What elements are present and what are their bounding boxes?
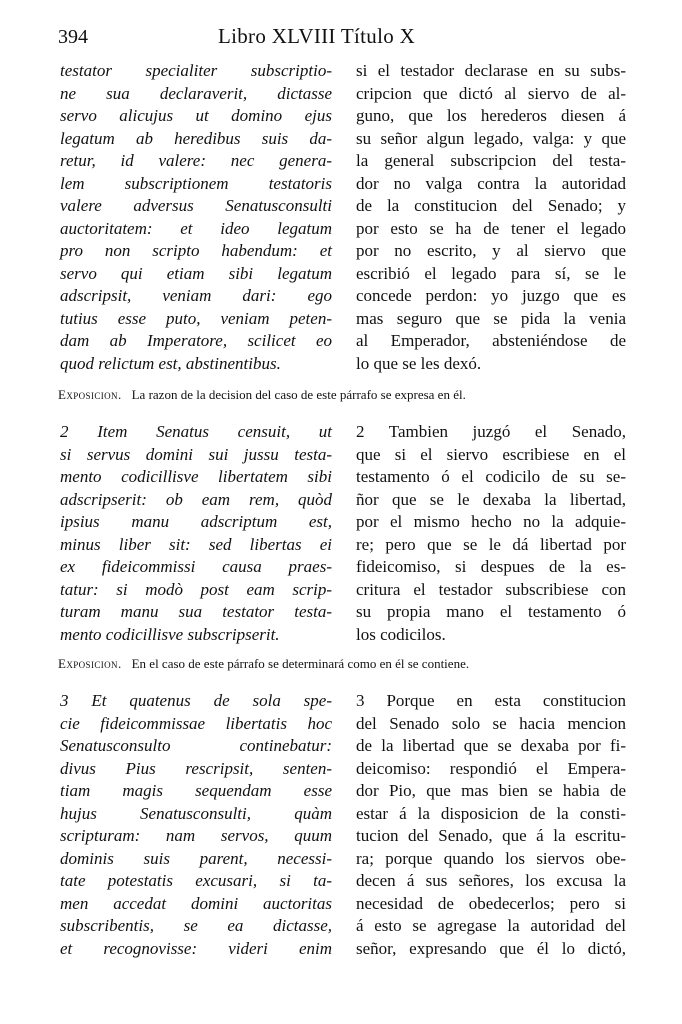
spanish-line: dor no valga contra la autoridad	[356, 173, 626, 193]
latin-line: tate potestatis excusari, si ta-	[60, 871, 332, 890]
spanish-line: de la libertad que se dexaba por fi-	[356, 736, 626, 755]
spanish-line: 2 Tambien juzgó el Senado,	[356, 422, 626, 441]
exposicion-text: La razon de la decision del caso de este párrafo se expresa en él.	[131, 387, 466, 402]
latin-line: dominis suis parent, necessi-	[60, 848, 332, 868]
spanish-line: si el testador declarase en su subs-	[356, 61, 626, 80]
spanish-line: escribió el legado para sí, se le	[356, 263, 626, 283]
spanish-line: los codicilos.	[356, 624, 446, 644]
spanish-line: á esto se agregase la autoridad del	[356, 916, 626, 935]
latin-line: men accedat domini auctoritas	[60, 893, 332, 913]
exposicion-note-2	[58, 656, 624, 672]
latin-line: 2 Item Senatus censuit, ut	[60, 422, 332, 441]
latin-line: auctoritatem: et ideo legatum	[60, 218, 332, 238]
exposicion-note-1	[58, 387, 624, 403]
spanish-line: fideicomiso, si despues de la es-	[356, 557, 626, 576]
spanish-line: ñor que se le dexaba la libertad,	[356, 489, 626, 509]
latin-line: testator specialiter subscriptio-	[60, 61, 332, 80]
latin-line: mento codicillisve subscripserit.	[60, 624, 280, 644]
latin-line: tiam magis sequendam esse	[60, 781, 332, 800]
latin-line: 3 Et quatenus de sola spe-	[60, 691, 332, 710]
spanish-line: critura el testador subscribiese con	[356, 579, 626, 599]
spanish-line: re; pero que se le dá libertad por	[356, 534, 626, 554]
latin-line: quod relictum est, abstinentibus.	[60, 353, 281, 373]
latin-line: ex fideicommissi causa praes-	[60, 557, 332, 576]
latin-line: turam manu sua testator testa-	[60, 602, 332, 621]
spanish-line: mas seguro que se pida la venia	[356, 308, 626, 328]
latin-line: adscripserit: ob eam rem, quòd	[60, 489, 332, 509]
spanish-line: lo que se les dexó.	[356, 353, 482, 373]
latin-column	[60, 60, 332, 375]
latin-line: mento codicillisve libertatem sibi	[60, 467, 332, 486]
exposicion-text: En el caso de este párrafo se determinará como en él se contiene.	[131, 656, 470, 671]
latin-line: legatum ab heredibus suis da-	[60, 128, 332, 148]
spanish-line: su propia mano el testamento ó	[356, 602, 626, 621]
spanish-line: su señor algun legado, valga: y que	[356, 128, 626, 148]
spanish-line: tucion del Senado, que á la escritu-	[356, 826, 626, 845]
spanish-line: dor Pio, que mas bien se habia de	[356, 781, 626, 800]
spanish-line: necesidad de obedecerlos; pero si	[356, 893, 626, 913]
latin-line: adscripsit, veniam dari: ego	[60, 286, 332, 305]
spanish-line: que si el siervo escribiese en el	[356, 444, 626, 464]
spanish-line: testamento ó el codicilo de su se-	[356, 467, 626, 486]
latin-line: pro non scripto habendum: et	[60, 241, 332, 260]
spanish-column	[356, 421, 626, 646]
latin-line: lem subscriptionem testatoris	[60, 173, 332, 193]
latin-line: tatur: si modò post eam scrip-	[60, 579, 332, 599]
spanish-line: por el mismo hecho no la adquie-	[356, 512, 626, 531]
exposicion-label: Exposicion.	[58, 387, 122, 402]
page-header	[58, 24, 624, 52]
spanish-line: deicomiso: respondió el Empera-	[356, 758, 626, 778]
latin-line: servo alicujus ut domino ejus	[60, 106, 332, 125]
page-number: 394	[58, 26, 88, 48]
latin-line: cie fideicommissae libertatis hoc	[60, 713, 332, 733]
latin-line: subscribentis, se ea dictasse,	[60, 916, 332, 935]
latin-line: et recognovisse: videri enim	[60, 938, 332, 958]
latin-line: scripturam: nam servos, quum	[60, 826, 332, 845]
spanish-column	[356, 60, 626, 375]
latin-line: dam ab Imperatore, scilicet eo	[60, 331, 332, 350]
running-head: Libro XLVIII Título X	[218, 24, 416, 48]
spanish-line: la general subscripcion del testa-	[356, 151, 626, 170]
latin-line: retur, id valere: nec genera-	[60, 151, 332, 170]
latin-line: minus liber sit: sed libertas ei	[60, 534, 332, 554]
latin-line: divus Pius rescripsit, senten-	[60, 758, 332, 778]
spanish-line: del Senado solo se hacia mencion	[356, 713, 626, 733]
latin-line: ipsius manu adscriptum est,	[60, 512, 332, 531]
spanish-line: concede perdon: yo juzgo que es	[356, 286, 626, 305]
spanish-line: estar á la disposicion de la consti-	[356, 803, 626, 823]
latin-column	[60, 421, 332, 646]
latin-line: valere adversus Senatusconsulti	[60, 196, 332, 215]
exposicion-label: Exposicion.	[58, 656, 122, 671]
latin-line: tutius esse puto, veniam peten-	[60, 308, 332, 328]
spanish-line: cripcion que dictó al siervo de al-	[356, 83, 626, 103]
spanish-line: 3 Porque en esta constitucion	[356, 691, 626, 710]
latin-column	[60, 690, 332, 960]
latin-line: servo qui etiam sibi legatum	[60, 263, 332, 283]
spanish-line: guno, que los herederos diesen á	[356, 106, 626, 125]
spanish-line: de la constitucion del Senado; y	[356, 196, 626, 215]
spanish-line: por esto se ha de tener el legado	[356, 218, 626, 238]
spanish-line: al Emperador, absteniéndose de	[356, 331, 626, 350]
spanish-line: decen á sus señores, los excusa la	[356, 871, 626, 890]
spanish-line: ra; porque quando los siervos obe-	[356, 848, 626, 868]
spanish-line: señor, expresando que él lo dictó,	[356, 938, 626, 958]
latin-line: hujus Senatusconsulti, quàm	[60, 803, 332, 823]
spanish-line: por no escrito, y al siervo que	[356, 241, 626, 260]
latin-line: Senatusconsulto continebatur:	[60, 736, 332, 755]
spanish-column	[356, 690, 626, 960]
latin-line: si servus domini sui jussu testa-	[60, 444, 332, 464]
latin-line: ne sua declaraverit, dictasse	[60, 83, 332, 103]
